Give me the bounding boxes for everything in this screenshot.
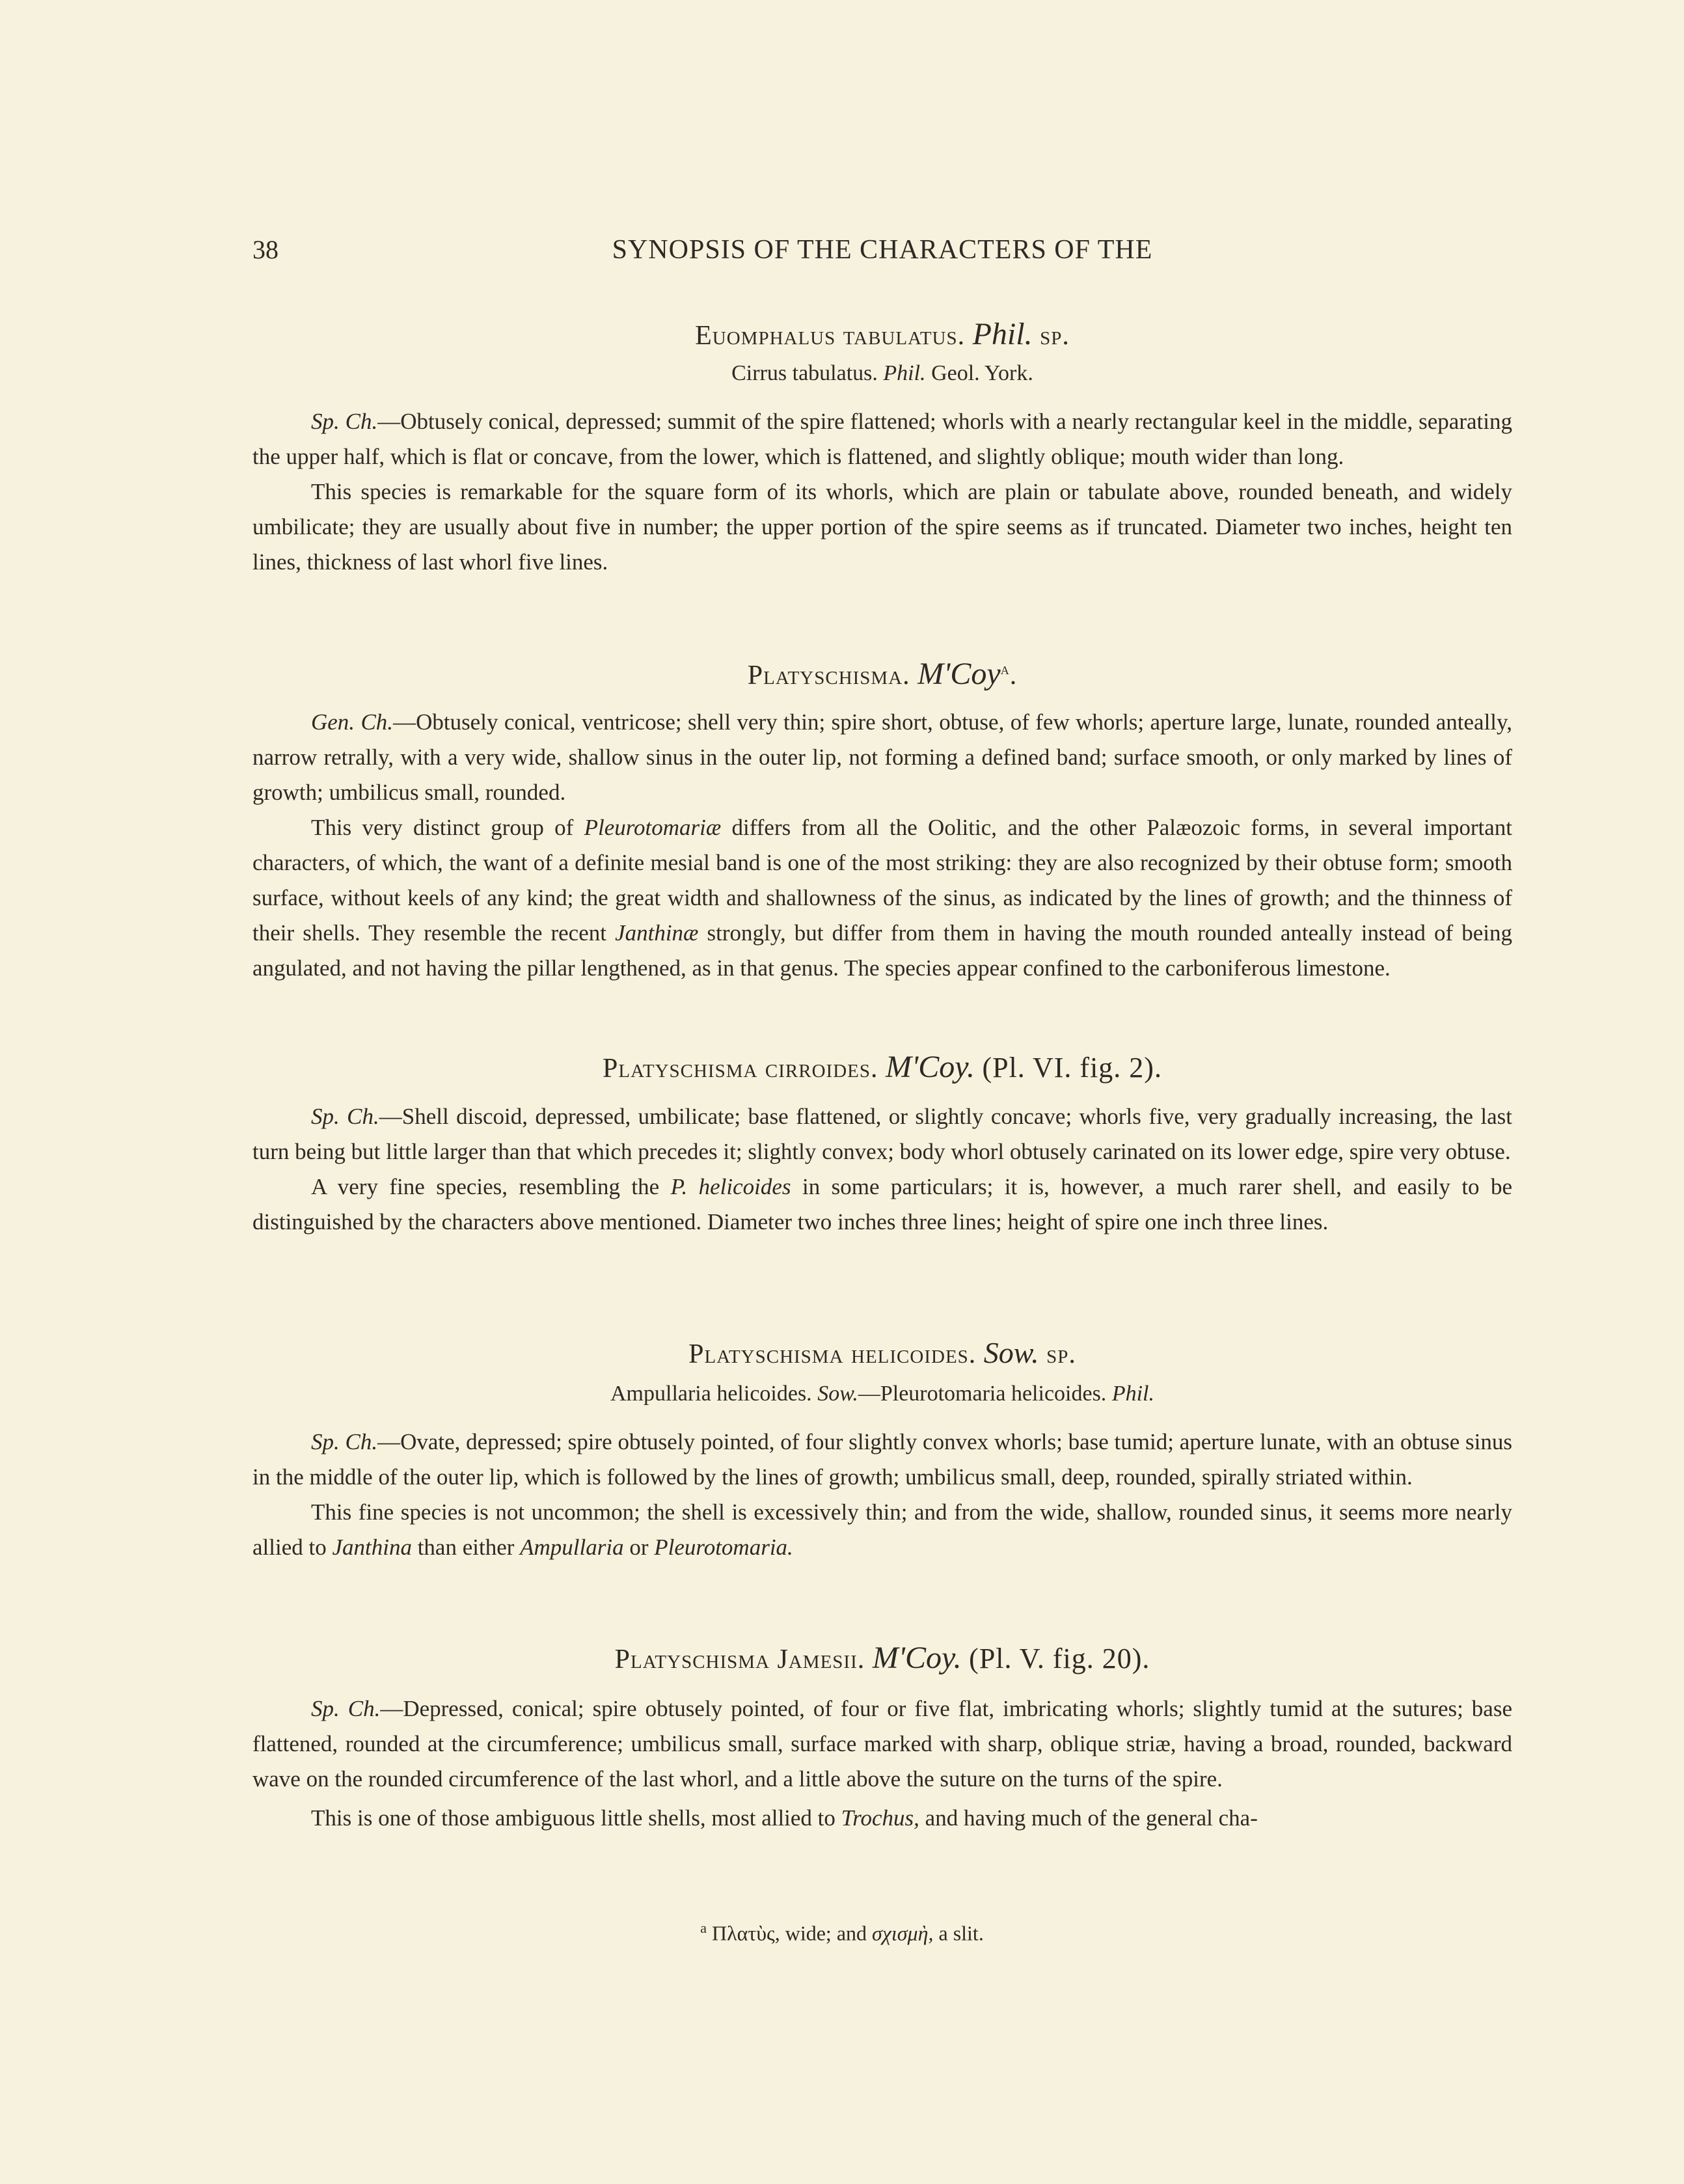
footnote-marker: a (1000, 659, 1010, 678)
genus-characters: Gen. Ch.—Obtusely conical, ventricose; shell very thin; spire short, obtuse, of few whorls; aperture large, lunate, rounded anteally, narrow retrally, with a very wide, shallow sinus in the outer lip, not forming a defined band; surface smooth, or only marked by lines of growth; umbilicus small, rounded. (252, 709, 1513, 805)
section-platyschisma-jamesii (252, 1640, 1512, 1836)
running-title: SYNOPSIS OF THE CHARACTERS OF THE (612, 235, 1153, 265)
species-characters: Sp. Ch.—Obtusely conical, depressed; summit of the spire flattened; whorls with a nearly rectangular keel in the middle, separating the upper half, which is flat or concave, from the lower, which is flattened, and slightly oblique; mouth wider than long. (252, 409, 1512, 469)
genus-description: This very distinct group of Pleurotomariæ differs from all the Oolitic, and the other Palæozoic forms, in several important characters, of which, the want of a definite mesial band is one of the most striking: they are also recognized by their obtuse form; smooth surface, without keels of any kind; the great width and shallowness of the sinus, as indicated by the lines of growth; and the thinness of their shells. They resemble the recent Janthinæ strongly, but differ from them in having the mouth rounded anteally instead of being angulated, and not having the pillar lengthened, as in that genus. The species appear confined to the carboniferous limestone. (252, 815, 1513, 981)
section-title: Euomphalus tabulatus. Phil. sp. (695, 317, 1070, 351)
species-description: This fine species is not uncommon; the shell is excessively thin; and from the wide, shallow, rounded sinus, it seems more nearly allied to Janthina than either Ampullaria or Pleurotomaria. (252, 1499, 1512, 1560)
section-platyschisma-helicoides (252, 1335, 1512, 1565)
section-platyschisma-cirroides (252, 1049, 1512, 1240)
species-description: This is one of those ambiguous little shells, most allied to Trochus, and having much of the general cha- (311, 1805, 1258, 1831)
species-description: A very fine species, resembling the P. helicoides in some particulars; it is, however, a much rarer shell, and easily to be distinguished by the characters above mentioned. Diameter two inches three lines; height of spire one inch three lines. (252, 1174, 1513, 1235)
footnote: $^a$ Πλατὺς, wide; and σχισμὴ, a slit. (700, 1920, 984, 1945)
page-number: 38 (252, 235, 278, 264)
species-description: This species is remarkable for the square form of its whorls, which are plain or tabulate above, rounded beneath, and widely umbilicate; they are usually about five in number; the upper portion of the spire seems as if truncated. Diameter two inches, height ten lines, thickness of last whorl five lines. (252, 479, 1512, 575)
synonym-line: Cirrus tabulatus. Phil. Geol. York. (731, 361, 1033, 385)
page-header (252, 234, 1512, 273)
species-characters: Sp. Ch.—Depressed, conical; spire obtusely pointed, of four or five flat, imbricating whorls; slightly tumid at the sutures; base flattened, rounded at the circumference; umbilicus small, surface marked with sharp, oblique striæ, having a broad, rounded, backward wave on the rounded circumference of the last whorl, and a little above the suture on the turns of the spire. (252, 1696, 1513, 1792)
section-euomphalus-tabulatus (252, 316, 1512, 580)
species-characters: Sp. Ch.—Ovate, depressed; spire obtusely pointed, of four slightly convex whorls; base tumid; aperture lunate, with an obtuse sinus in the middle of the outer lip, which is followed by the lines of growth; umbilicus small, deep, rounded, spirally striated within. (252, 1429, 1512, 1490)
section-title: Platyschisma cirroides. M'Coy. (Pl. VI. fig. 2). (603, 1050, 1162, 1084)
synonym-line: Ampullaria helicoides. Sow.—Pleurotomaria helicoides. Phil. (610, 1382, 1154, 1406)
section-title: Platyschisma helicoides. Sow. sp. (688, 1336, 1076, 1369)
section-title: Platyschisma. M'Coy$^a$. (747, 657, 1018, 691)
section-title: Platyschisma Jamesii. M'Coy. (Pl. V. fig. 20). (614, 1641, 1150, 1675)
species-characters: Sp. Ch.—Shell discoid, depressed, umbilicate; base flattened, or slightly concave; whorls five, very gradually increasing, the last turn being but little larger than that which precedes it; slightly convex; body whorl obtusely carinated on its lower edge, spire very obtuse. (252, 1104, 1512, 1164)
footnote-marker: a (700, 1920, 707, 1936)
section-platyschisma-genus (252, 656, 1512, 986)
